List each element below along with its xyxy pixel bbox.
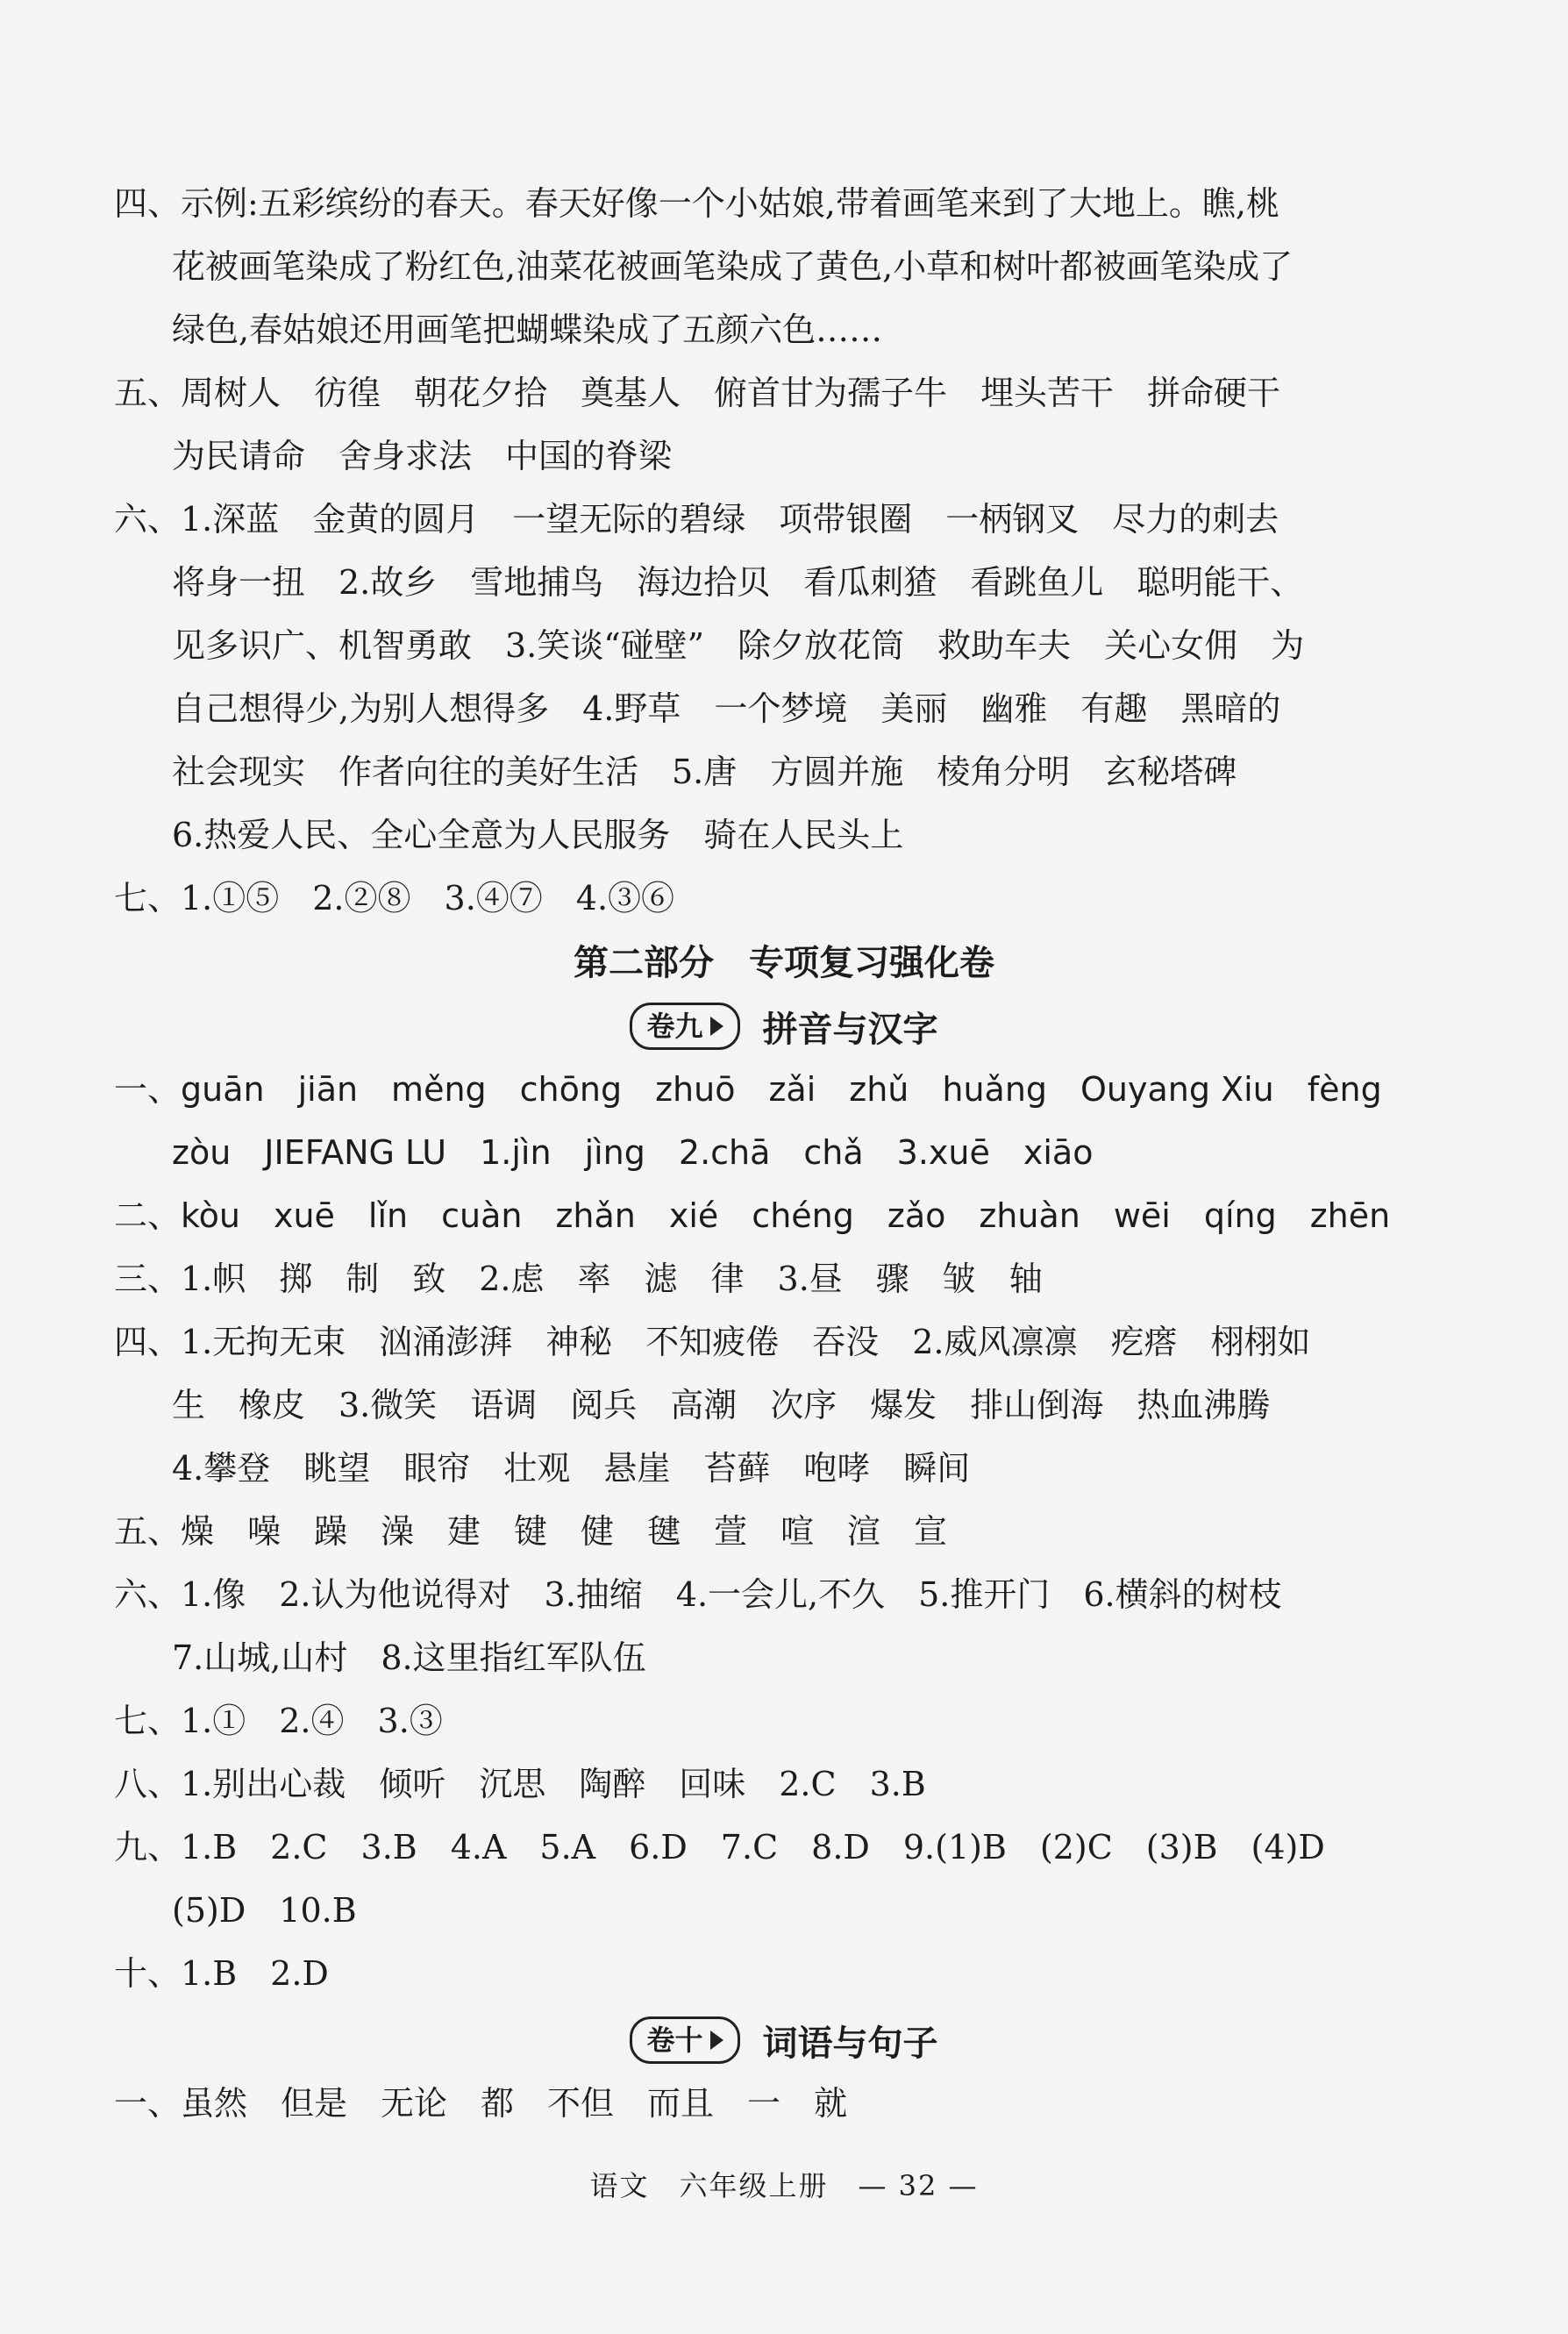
section-badge-label: 卷九: [646, 1010, 703, 1043]
answer-line: 五、周树人 彷徨 朝花夕拾 奠基人 俯首甘为孺子牛 埋头苦干 拼命硬干: [114, 374, 1281, 412]
play-triangle-icon: [710, 2031, 723, 2050]
answer-line: 七、1.① 2.④ 3.③: [114, 1702, 443, 1740]
play-triangle-icon: [710, 1017, 723, 1036]
section-header-10: [0, 2009, 1568, 2072]
answer-line: 为民请命 舍身求法 中国的脊梁: [172, 437, 673, 475]
section-badge: [630, 2016, 739, 2064]
answer-line: zòu JIEFANG LU 1.jìn jìng 2.chā chǎ 3.xuē xiāo: [172, 1133, 1094, 1172]
answer-line: 绿色,春姑娘还用画笔把蝴蝶染成了五颜六色……: [172, 310, 883, 349]
answer-line: 一、guān jiān měng chōng zhuō zǎi zhǔ huǎng Ouyang Xiu fèng: [114, 1070, 1382, 1109]
answer-line: 七、1.①⑤ 2.②⑧ 3.④⑦ 4.③⑥: [114, 879, 675, 917]
answer-line: 一、虽然 但是 无论 都 不但 而且 一 就: [114, 2084, 848, 2123]
answer-line: 十、1.B 2.D: [114, 1954, 329, 1993]
answer-line: 花被画笔染成了粉红色,油菜花被画笔染成了黄色,小草和树叶都被画笔染成了: [172, 247, 1294, 286]
answer-line: 六、1.像 2.认为他说得对 3.抽缩 4.一会儿,不久 5.推开门 6.横斜的树枝: [114, 1575, 1282, 1614]
answer-line: 6.热爱人民、全心全意为人民服务 骑在人民头上: [172, 816, 904, 854]
section-badge-label: 卷十: [646, 2024, 703, 2057]
page-footer: 语文 六年级上册 — 32 —: [589, 2169, 979, 2202]
answer-line: 4.攀登 眺望 眼帘 壮观 悬崖 苔藓 咆哮 瞬间: [172, 1449, 971, 1488]
answer-line: 将身一扭 2.故乡 雪地捕鸟 海边拾贝 看瓜刺猹 看跳鱼儿 聪明能干、: [172, 563, 1304, 602]
answer-line: 五、燥 噪 躁 澡 建 键 健 毽 萱 喧 渲 宣: [114, 1512, 948, 1551]
section-title: 词语与句子: [762, 2023, 938, 2064]
answer-line: 二、kòu xuē lǐn cuàn zhǎn xié chéng zǎo zhuàn wēi qíng zhēn: [114, 1196, 1391, 1235]
answer-line: 九、1.B 2.C 3.B 4.A 5.A 6.D 7.C 8.D 9.(1)B (2)C (3)B (4)D: [114, 1828, 1325, 1866]
answer-line: 三、1.帜 掷 制 致 2.虑 率 滤 律 3.昼 骤 皱 轴: [114, 1260, 1043, 1298]
answer-line: 六、1.深蓝 金黄的圆月 一望无际的碧绿 项带银圈 一柄钢叉 尽力的刺去: [114, 500, 1279, 539]
answer-line: (5)D 10.B: [172, 1891, 357, 1930]
answer-line: 自己想得少,为别人想得多 4.野草 一个梦境 美丽 幽雅 有趣 黑暗的: [172, 689, 1281, 728]
part-title: 第二部分 专项复习强化卷: [574, 943, 994, 983]
section-header-9: [0, 995, 1568, 1058]
section-badge: [630, 1003, 739, 1050]
section-title: 拼音与汉字: [762, 1009, 938, 1050]
answer-line: 社会现实 作者向往的美好生活 5.唐 方圆并施 棱角分明 玄秘塔碑: [172, 753, 1237, 791]
answer-line: 四、1.无拘无束 汹涌澎湃 神秘 不知疲倦 吞没 2.威风凛凛 疙瘩 栩栩如: [114, 1323, 1311, 1361]
answer-line: 见多识广、机智勇敢 3.笑谈“碰壁” 除夕放花筒 救助车夫 关心女佣 为: [172, 626, 1305, 665]
answer-line: 四、示例:五彩缤纷的春天。春天好像一个小姑娘,带着画笔来到了大地上。瞧,桃: [114, 184, 1279, 223]
answer-line: 生 橡皮 3.微笑 语调 阅兵 高潮 次序 爆发 排山倒海 热血沸腾: [172, 1386, 1271, 1424]
answer-line: 八、1.别出心裁 倾听 沉思 陶醉 回味 2.C 3.B: [114, 1765, 926, 1803]
answer-line: 7.山城,山村 8.这里指红军队伍: [172, 1638, 646, 1677]
